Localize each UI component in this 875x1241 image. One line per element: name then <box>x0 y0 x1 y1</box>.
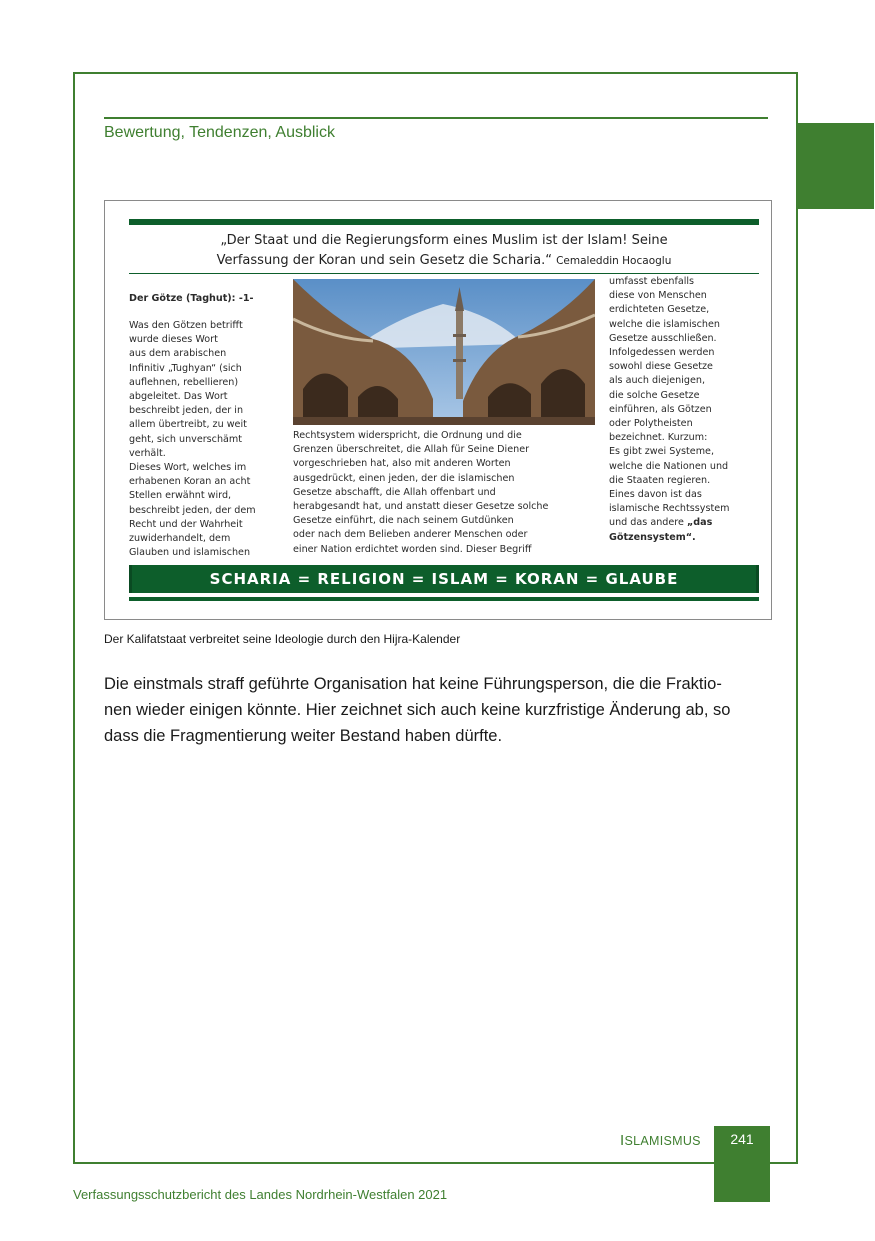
figure-rule <box>129 273 759 274</box>
quote-line-2-text: Verfassung der Koran und sein Gesetz die Scharia.“ <box>216 253 552 268</box>
figure-top-bar <box>129 219 759 225</box>
section-title: Bewertung, Tendenzen, Ausblick <box>104 124 335 141</box>
column-1-heading: Der Götze (Taghut): -1- <box>129 293 254 304</box>
page-number: 241 <box>730 1131 754 1147</box>
body-paragraph <box>104 671 768 749</box>
figure-bottom-bar <box>129 597 759 601</box>
body-line-1: Die einstmals straff geführte Organisation hat keine Führungsperson, die die Fraktio- <box>104 675 722 693</box>
quote-line-1: „Der Staat und die Regierungsform eines Muslim ist der Islam! Seine <box>220 233 668 248</box>
body-line-2: nen wieder einigen könnte. Hier zeichnet sich auch keine kurzfristige Änderung ab, so <box>104 701 731 719</box>
mosque-photo <box>293 279 595 425</box>
chapter-tab <box>798 123 874 209</box>
body-line-3: dass die Fragmentierung weiter Bestand haben dürfte. <box>104 727 503 745</box>
figure <box>104 200 772 620</box>
column-1-text: Was den Götzen betrifft wurde dieses Wort aus dem arabischen Infinitiv „Tughyan“ (sich auflehnen, rebellieren) abgeleitet. Das Wort beschreibt jeden, der in allem übertreibt, zu weit geht, sich unverschämt verhält. Dieses Wort, welches im erhabenen Koran an acht Stellen erwähnt wird, beschreibt jeden, der dem Recht und der Wahrheit zuwiderhandelt, dem Glauben und islamischen <box>129 320 256 559</box>
footer-section-initial: I <box>620 1132 625 1149</box>
figure-caption: Der Kalifatstaat verbreitet seine Ideologie durch den Hijra-Kalender <box>104 632 461 646</box>
column-3-text: umfasst ebenfalls diese von Menschen erdichteten Gesetze, welche die islamischen Gesetze ausschließen. Infolgedessen werden sowohl diese Gesetze als auch diejenigen, die solche Gesetze einführen, als Götzen oder Polytheisten bezeichnet. Kurzum: Es gibt zwei Systeme, welche die Nationen und die Staaten regieren. Eines davon ist das islamische Rechtssystem und das andere <box>609 276 730 529</box>
mosque-illustration <box>293 279 595 425</box>
quote-line-2 <box>129 251 759 271</box>
footer-source: Verfassungsschutzbericht des Landes Nordrhein-Westfalen 2021 <box>73 1187 448 1202</box>
quote-author: Cemaleddin Hocaoglu <box>556 255 672 267</box>
footer-section-rest: SLAMISMUS <box>624 1134 701 1148</box>
header-rule <box>104 117 768 119</box>
figure-content <box>129 219 759 603</box>
column-3 <box>609 275 759 545</box>
figure-banner: SCHARIA = RELIGION = ISLAM = KORAN = GLAUBE <box>129 565 759 593</box>
column-3-bold-text: „das Götzensystem“. <box>609 517 713 543</box>
footer-section-label <box>620 1132 701 1149</box>
figure-quote <box>129 231 759 271</box>
column-2-text: Rechtsystem widerspricht, die Ordnung und die Grenzen überschreitet, die Allah für Seine Diener vorgeschrieben hat, also mit anderen Worten ausgedrückt, einen jeden, der die islamischen Gesetze abschafft, die Allah offenbart und herabgesandt hat, und anstatt dieser Gesetze solche Gesetze einführt, die nach seinem Gutdünken oder nach dem Belieben anderer Menschen oder einer Nation erdichtet worden sind. Dieser Begriff <box>293 430 549 555</box>
